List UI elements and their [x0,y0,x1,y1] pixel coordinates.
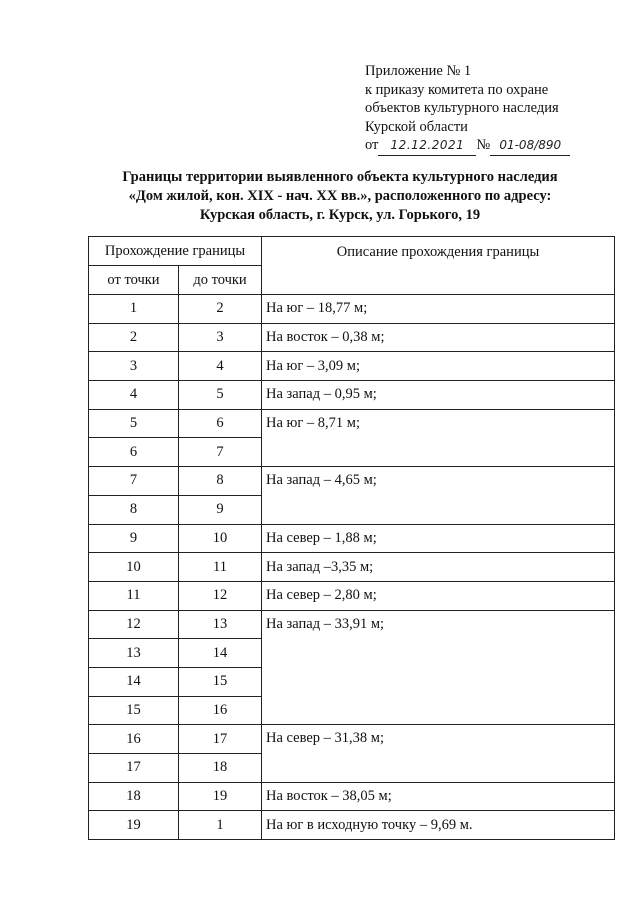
title-line-3: Курская область, г. Курск, ул. Горького, 19 [199,207,481,223]
description-cell: На восток – 38,05 м; [262,782,615,811]
from-point-cell: 17 [89,754,179,783]
from-point-cell: 7 [89,467,179,496]
to-point-cell: 15 [179,667,262,696]
table-row [89,811,615,840]
description-cell: На запад – 33,91 м; [262,610,615,725]
to-point-cell: 2 [179,295,262,324]
date-label: от [365,137,379,153]
title-line-1: Границы территории выявленного объекта культурного наследия [122,169,558,185]
table-row [89,409,615,438]
header-description: Описание прохождения границы [262,237,615,295]
order-number: 01-08/890 [490,136,570,156]
from-point-cell: 8 [89,495,179,524]
appendix-block [365,62,615,156]
from-point-cell: 11 [89,581,179,610]
description-cell: На запад –3,35 м; [262,553,615,582]
description-cell: На восток – 0,38 м; [262,323,615,352]
table-row [89,352,615,381]
from-point-cell: 14 [89,667,179,696]
appendix-region-line: Курской области [365,118,468,135]
table-row [89,524,615,553]
to-point-cell: 5 [179,381,262,410]
title-line-2: «Дом жилой, кон. XIX - нач. XX вв.», расположенного по адресу: [128,188,552,204]
boundary-table [88,236,615,840]
from-point-cell: 2 [89,323,179,352]
to-point-cell: 13 [179,610,262,639]
header-to-point: до точки [179,266,262,295]
to-point-cell: 7 [179,438,262,467]
table-row [89,553,615,582]
table-row [89,581,615,610]
order-date: 12.12.2021 [378,136,476,156]
to-point-cell: 14 [179,639,262,668]
document-title [60,168,620,225]
from-point-cell: 16 [89,725,179,754]
from-point-cell: 18 [89,782,179,811]
table-row [89,782,615,811]
order-reference [365,136,615,156]
from-point-cell: 5 [89,409,179,438]
to-point-cell: 16 [179,696,262,725]
from-point-cell: 3 [89,352,179,381]
header-passage: Прохождение границы [89,237,262,266]
table-header-row [89,237,615,266]
from-point-cell: 1 [89,295,179,324]
from-point-cell: 10 [89,553,179,582]
to-point-cell: 8 [179,467,262,496]
from-point-cell: 9 [89,524,179,553]
description-cell: На юг – 8,71 м; [262,409,615,466]
to-point-cell: 18 [179,754,262,783]
description-cell: На запад – 4,65 м; [262,467,615,524]
number-label: № [476,137,491,153]
description-cell: На запад – 0,95 м; [262,381,615,410]
description-cell: На север – 2,80 м; [262,581,615,610]
description-cell: На север – 1,88 м; [262,524,615,553]
appendix-committee-line: объектов культурного наследия [365,100,559,116]
description-cell: На юг – 3,09 м; [262,352,615,381]
table-row [89,323,615,352]
to-point-cell: 17 [179,725,262,754]
table-row [89,467,615,496]
description-cell: На юг в исходную точку – 9,69 м. [262,811,615,840]
description-cell: На юг – 18,77 м; [262,295,615,324]
table-row [89,295,615,324]
from-point-cell: 6 [89,438,179,467]
header-from-point: от точки [89,266,179,295]
appendix-order-line: к приказу комитета по охране [365,81,549,98]
to-point-cell: 4 [179,352,262,381]
to-point-cell: 6 [179,409,262,438]
to-point-cell: 9 [179,495,262,524]
appendix-title: Приложение № 1 [365,63,472,79]
to-point-cell: 10 [179,524,262,553]
from-point-cell: 12 [89,610,179,639]
description-cell: На север – 31,38 м; [262,725,615,782]
to-point-cell: 12 [179,581,262,610]
table-row [89,725,615,754]
from-point-cell: 13 [89,639,179,668]
to-point-cell: 19 [179,782,262,811]
table-row [89,381,615,410]
from-point-cell: 15 [89,696,179,725]
to-point-cell: 3 [179,323,262,352]
from-point-cell: 19 [89,811,179,840]
table-row [89,610,615,639]
to-point-cell: 11 [179,553,262,582]
from-point-cell: 4 [89,381,179,410]
to-point-cell: 1 [179,811,262,840]
